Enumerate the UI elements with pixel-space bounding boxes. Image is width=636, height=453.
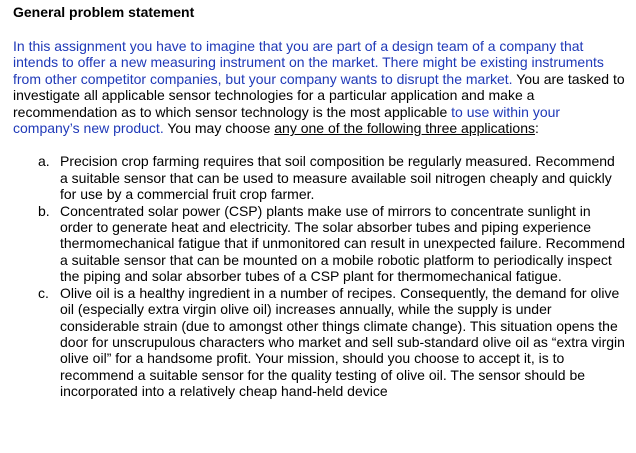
list-item-marker: b. [38,202,50,219]
intro-blue-text: In this assignment you have to imagine that you are part of a design team of a company that intends to offer a new measuring instrument on the market. There might be existing instruments from other competitor companies, but your company wants to disrupt the market. [13,38,604,87]
intro-blue-text-2: to use within your company’s new product. [13,103,561,137]
section-heading: General problem statement [13,4,195,20]
intro-paragraph [13,38,626,136]
list-item-text: Olive oil is a healthy ingredient in a number of recipes. Consequently, the demand for olive oil (especially extra virgin olive oil) increases annually, while the supply is under considerable strain (due to amongst other things climate change). This situation opens the door for unscrupulous characters who market and sell sub-standard olive oil as “extra virgin olive oil” for a handsome profit. Your mission, should you choose to accept it, is to recommend a suitable sensor for the quality testing of olive oil. The sensor should be incorporated into a relatively cheap hand-held device [60,284,625,400]
list-item-text: Concentrated solar power (CSP) plants make use of mirrors to concentrate sunlight in order to generate heat and electricity. The solar absorber tubes and piping experience thermomechanical fatigue that if unmonitored can result in unexpected failure. Recommend a suitable sensor that can be mounted on a mobile robotic platform to periodically inspect the piping and solar absorber tubes of a CSP plant for thermomechanical fatigue. [60,202,625,285]
list-item [13,153,626,202]
applications-list [13,153,626,399]
list-item-marker: a. [38,153,50,170]
list-item-marker: c. [38,284,49,301]
list-item [13,285,626,400]
intro-black-text: You are tasked to investigate all applicable sensor technologies for a particular application and make a recommendation as to which sensor technology is the most applicable [13,70,625,120]
list-item [13,203,626,285]
list-item-text: Precision crop farming requires that soil composition be regularly measured. Recommend a suitable sensor that can be used to measure available soil nitrogen cheaply and quickly for use by a commercial fruit crop farmer. [60,153,615,203]
intro-black-text-2: You may choose [163,120,275,137]
intro-end-text: : [534,120,539,137]
intro-underlined-text: any one of the following three applications [274,120,535,137]
